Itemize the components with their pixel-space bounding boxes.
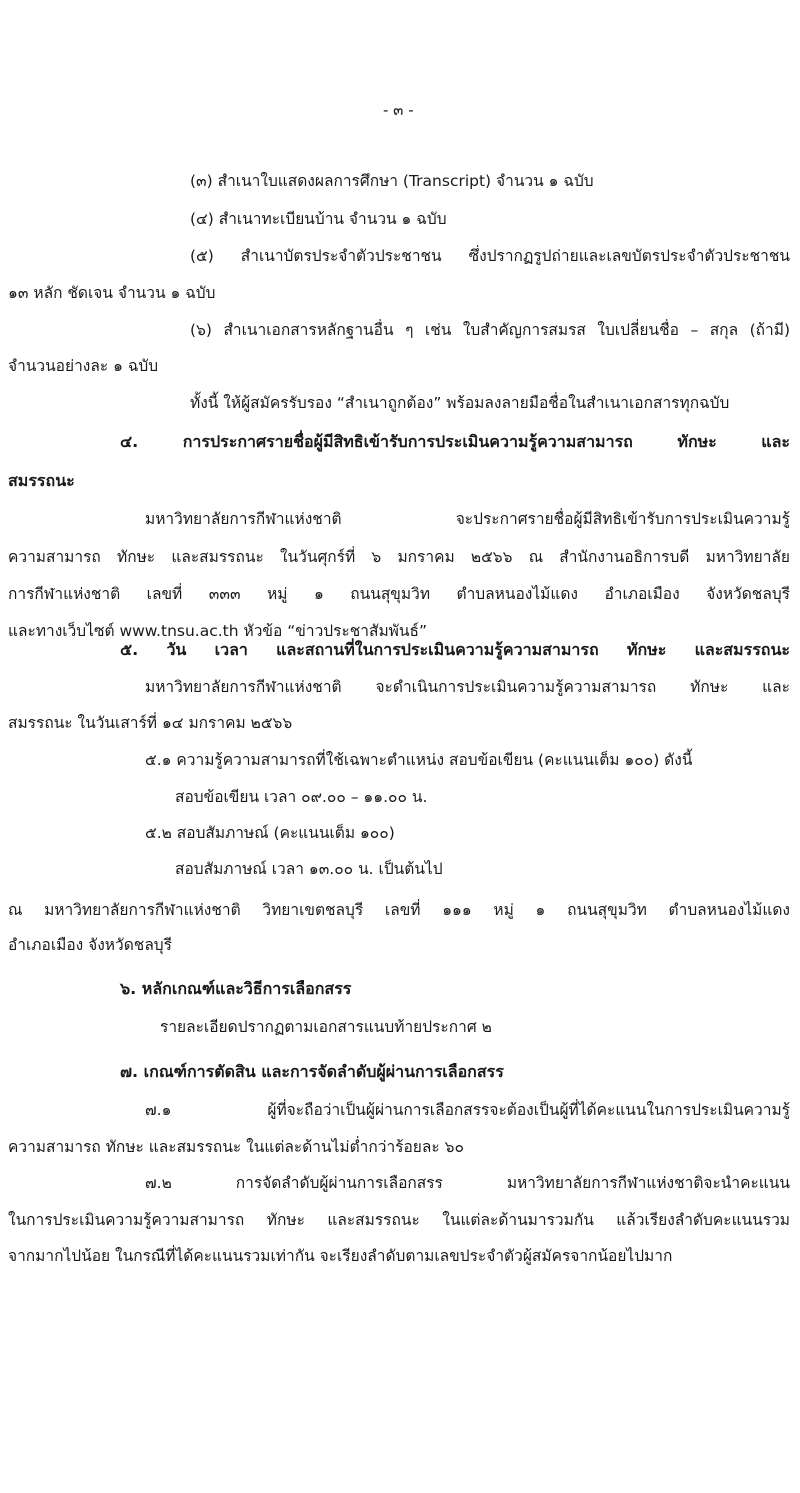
- section-4-title-line1: ๔. การประกาศรายชื่อผู้มีสิทธิเข้ารับการประเมินความรู้ความสามารถ ทักษะ และ: [120, 432, 790, 451]
- section-5-1-time: สอบข้อเขียน เวลา ๐๙.๐๐ – ๑๑.๐๐ น.: [175, 788, 428, 806]
- section-7-title: ๗. เกณฑ์การตัดสิน และการจัดลำดับผู้ผ่านการเลือกสรร: [120, 1062, 504, 1081]
- list-item-house-registration: (๔) สำเนาทะเบียนบ้าน จำนวน ๑ ฉบับ: [190, 210, 447, 228]
- section-7-1-line2: ความสามารถ ทักษะ และสมรรถนะ ในแต่ละด้านไม่ต่ำกว่าร้อยละ ๖๐: [8, 1138, 464, 1156]
- section-6-paragraph: รายละเอียดปรากฏตามเอกสารแนบท้ายประกาศ ๒: [160, 1018, 492, 1036]
- section-5-paragraph-line2: สมรรถนะ ในวันเสาร์ที่ ๑๔ มกราคม ๒๕๖๖: [8, 714, 293, 732]
- section-4-paragraph-line2: ความสามารถ ทักษะ และสมรรถนะ ในวันศุกร์ที่ ๖ มกราคม ๒๕๖๖ ณ สำนักงานอธิการบดี มหาวิทยาลัย: [8, 548, 790, 566]
- page-number: - ๓ -: [383, 101, 414, 119]
- section-6-title: ๖. หลักเกณฑ์และวิธีการเลือกสรร: [120, 979, 352, 998]
- section-4-paragraph-line3: การกีฬาแห่งชาติ เลขที่ ๓๓๓ หมู่ ๑ ถนนสุขุมวิท ตำบลหนองไม้แดง อำเภอเมือง จังหวัดชลบุรี: [8, 585, 790, 603]
- list-item-other-docs-line2: จำนวนอย่างละ ๑ ฉบับ: [8, 357, 159, 375]
- section-5-title: ๕. วัน เวลา และสถานที่ในการประเมินความรู้ความสามารถ ทักษะ และสมรรถนะ: [120, 640, 790, 659]
- section-4-paragraph-line1: มหาวิทยาลัยการกีฬาแห่งชาติ จะประกาศรายชื่อผู้มีสิทธิเข้ารับการประเมินความรู้: [145, 510, 790, 528]
- section-4-paragraph-line4: และทางเว็บไซต์ www.tnsu.ac.th หัวข้อ “ข่าวประชาสัมพันธ์”: [8, 622, 427, 640]
- section-5-paragraph-line1: มหาวิทยาลัยการกีฬาแห่งชาติ จะดำเนินการประเมินความรู้ความสามารถ ทักษะ และ: [145, 678, 790, 696]
- section-7-1-line1: ๗.๑ ผู้ที่จะถือว่าเป็นผู้ผ่านการเลือกสรรจะต้องเป็นผู้ที่ได้คะแนนในการประเมินความรู้: [145, 1101, 790, 1119]
- certification-note: ทั้งนี้ ให้ผู้สมัครรับรอง “สำเนาถูกต้อง” พร้อมลงลายมือชื่อในสำเนาเอกสารทุกฉบับ: [190, 394, 730, 412]
- list-item-other-docs-line1: (๖) สำเนาเอกสารหลักฐานอื่น ๆ เช่น ใบสำคัญการสมรส ใบเปลี่ยนชื่อ – สกุล (ถ้ามี): [190, 321, 790, 339]
- list-item-id-card-line2: ๑๓ หลัก ชัดเจน จำนวน ๑ ฉบับ: [8, 284, 216, 302]
- section-5-1-written-exam: ๕.๑ ความรู้ความสามารถที่ใช้เฉพาะตำแหน่ง สอบข้อเขียน (คะแนนเต็ม ๑๐๐) ดังนี้: [145, 751, 693, 769]
- section-5-2-interview: ๕.๒ สอบสัมภาษณ์ (คะแนนเต็ม ๑๐๐): [145, 824, 395, 842]
- section-5-location-line1: ณ มหาวิทยาลัยการกีฬาแห่งชาติ วิทยาเขตชลบุรี เลขที่ ๑๑๑ หมู่ ๑ ถนนสุขุมวิท ตำบลหนองไม้แดง: [8, 901, 790, 919]
- section-7-2-line2: ในการประเมินความรู้ความสามารถ ทักษะ และสมรรถนะ ในแต่ละด้านมารวมกัน แล้วเรียงลำดับคะแนนรวม: [8, 1211, 790, 1229]
- section-4-title-line2: สมรรถนะ: [8, 471, 75, 490]
- section-7-2-line1: ๗.๒ การจัดลำดับผู้ผ่านการเลือกสรร มหาวิทยาลัยการกีฬาแห่งชาติจะนำคะแนน: [145, 1174, 790, 1192]
- list-item-id-card-line1: (๕) สำเนาบัตรประจำตัวประชาชน ซึ่งปรากฏรูปถ่ายและเลขบัตรประจำตัวประชาชน: [190, 247, 790, 265]
- section-5-location-line2: อำเภอเมือง จังหวัดชลบุรี: [8, 936, 172, 954]
- section-5-2-time: สอบสัมภาษณ์ เวลา ๑๓.๐๐ น. เป็นต้นไป: [175, 860, 443, 878]
- section-7-2-line3: จากมากไปน้อย ในกรณีที่ได้คะแนนรวมเท่ากัน จะเรียงลำดับตามเลขประจำตัวผู้สมัครจากน้อยไปมาก: [8, 1247, 673, 1265]
- list-item-transcript: (๓) สำเนาใบแสดงผลการศึกษา (Transcript) จำนวน ๑ ฉบับ: [190, 172, 594, 190]
